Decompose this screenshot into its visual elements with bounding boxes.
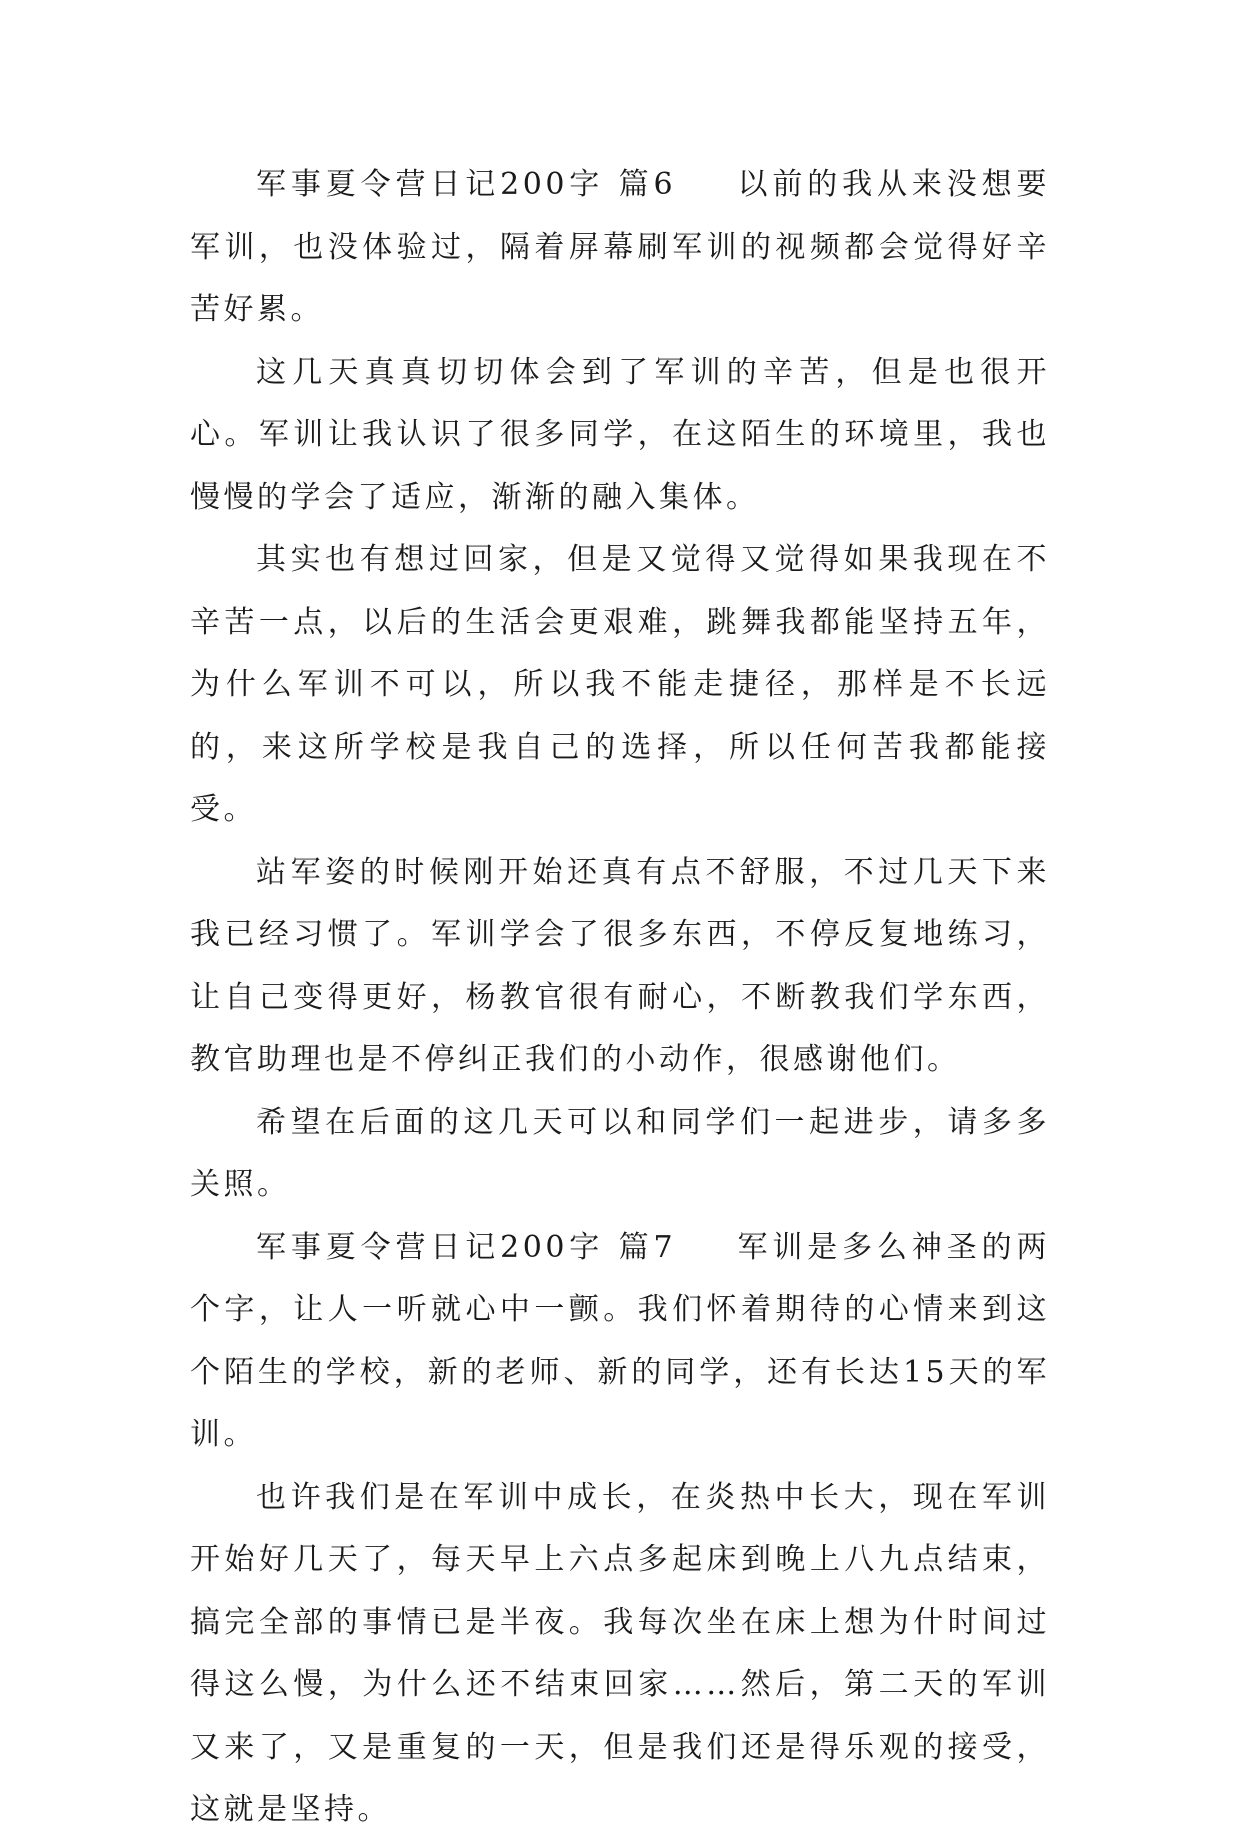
paragraph xyxy=(190,342,1050,530)
entry-7-heading: 军事夏令营日记200字 篇7 xyxy=(256,1229,677,1265)
paragraph-text: 以前的我从来没想要军训，也没体验过，隔着屏幕刷军训的视频都会觉得好辛苦好累。 xyxy=(190,167,1051,327)
paragraph-entry-6-intro xyxy=(190,154,1050,342)
paragraph xyxy=(190,1467,1050,1842)
paragraph xyxy=(190,842,1050,1092)
paragraph-text: 也许我们是在军训中成长，在炎热中长大，现在军训开始好几天了，每天早上六点多起床到晚上八九点结束，搞完全部的事情已是半夜。我每次坐在床上想为什时间过得这么慢，为什么还不结束回家……然后，第二天的军训又来了，又是重复的一天，但是我们还是得乐观的接受，这就是坚持。 xyxy=(190,1479,1050,1827)
paragraph-entry-7-intro xyxy=(190,1217,1050,1467)
entry-6-heading: 军事夏令营日记200字 篇6 xyxy=(256,167,677,202)
paragraph-text: 军训是多么神圣的两个字，让人一听就心中一颤。我们怀着期待的心情来到这个陌生的学校，新的老师、新的同学，还有长达15天的军训。 xyxy=(190,1229,1051,1452)
paragraph xyxy=(190,529,1050,842)
paragraph xyxy=(190,1092,1050,1217)
paragraph-text: 这几天真真切切体会到了军训的辛苦，但是也很开心。军训让我认识了很多同学，在这陌生的环境里，我也慢慢的学会了适应，渐渐的融入集体。 xyxy=(190,354,1050,515)
paragraph-text: 其实也有想过回家，但是又觉得又觉得如果我现在不辛苦一点，以后的生活会更艰难，跳舞我都能坚持五年，为什么军训不可以，所以我不能走捷径，那样是不长远的，来这所学校是我自己的选择，所以任何苦我都能接受。 xyxy=(190,542,1050,827)
paragraph-text: 希望在后面的这几天可以和同学们一起进步，请多多关照。 xyxy=(190,1104,1050,1202)
paragraph-text: 站军姿的时候刚开始还真有点不舒服，不过几天下来我已经习惯了。军训学会了很多东西，不停反复地练习，让自己变得更好，杨教官很有耐心，不断教我们学东西，教官助理也是不停纠正我们的小动作，很感谢他们。 xyxy=(190,854,1050,1077)
document-body xyxy=(190,154,1050,1842)
